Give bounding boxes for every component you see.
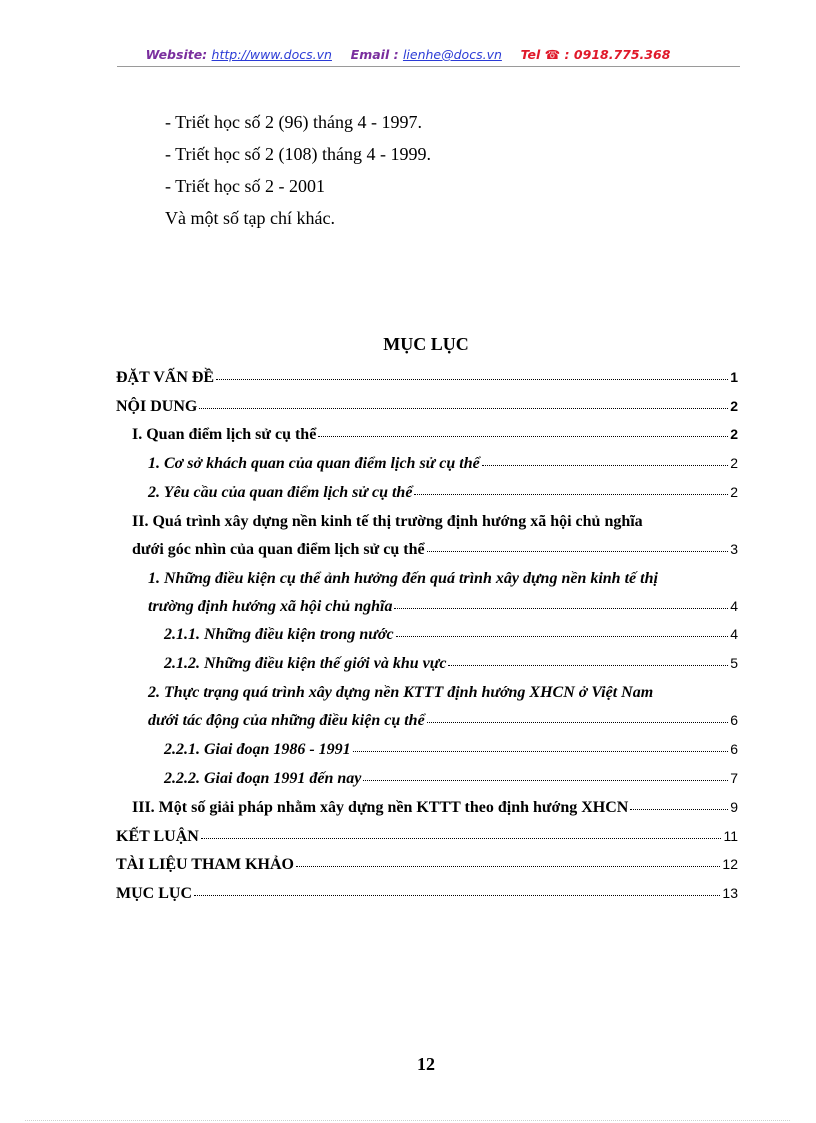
toc-entry[interactable]: III. Một số giải pháp nhằm xây dựng nền KTTT theo định hướng XHCN 9	[132, 799, 738, 816]
phone-label: Tel ☎ :	[520, 47, 570, 62]
toc-entry[interactable]: dưới góc nhìn của quan điểm lịch sử cụ thể 3	[132, 541, 738, 558]
page-header	[0, 47, 816, 62]
toc-entry[interactable]: MỤC LỤC 13	[116, 885, 738, 902]
website-link[interactable]: http://www.docs.vn	[211, 47, 332, 62]
toc-title: MỤC LỤC	[383, 334, 469, 354]
reference-list	[165, 108, 431, 236]
toc-entry[interactable]: NỘI DUNG 2	[116, 398, 738, 415]
toc-entry[interactable]: TÀI LIỆU THAM KHẢO 12	[116, 856, 738, 873]
reference-item: Và một số tạp chí khác.	[165, 208, 335, 228]
toc-entry[interactable]: trường định hướng xã hội chủ nghĩa 4	[148, 598, 738, 615]
email-link[interactable]: lienhe@docs.vn	[402, 47, 502, 62]
phone-number: 0918.775.368	[573, 47, 671, 62]
toc-entry-line1[interactable]: 2. Thực trạng quá trình xây dựng nền KTTT định hướng XHCN ở Việt Nam	[148, 684, 654, 701]
page-number: 12	[417, 1054, 435, 1074]
toc-entry[interactable]: dưới tác động của những điều kiện cụ thể 6	[148, 712, 738, 729]
toc-entry-line1[interactable]: 1. Những điều kiện cụ thể ảnh hưởng đến quá trình xây dựng nền kinh tế thị	[148, 570, 658, 587]
reference-item: - Triết học số 2 (96) tháng 4 - 1997.	[165, 112, 422, 132]
toc-entry[interactable]: 2.2.2. Giai đoạn 1991 đến nay 7	[164, 770, 738, 787]
header-divider	[117, 66, 740, 67]
toc-entry[interactable]: I. Quan điểm lịch sử cụ thể 2	[132, 426, 738, 443]
toc-entry[interactable]: 2.2.1. Giai đoạn 1986 - 1991 6	[164, 741, 738, 758]
reference-item: - Triết học số 2 (108) tháng 4 - 1999.	[165, 144, 431, 164]
toc-entry-line1[interactable]: II. Quá trình xây dựng nền kinh tế thị trường định hướng xã hội chủ nghĩa	[132, 513, 643, 530]
toc-entry[interactable]: 2.1.2. Những điều kiện thế giới và khu vực 5	[164, 655, 738, 672]
email-label: Email :	[350, 47, 399, 62]
toc-entry[interactable]: 2. Yêu cầu của quan điểm lịch sử cụ thể 2	[148, 484, 738, 501]
toc-entry[interactable]: 2.1.1. Những điều kiện trong nước 4	[164, 626, 738, 643]
toc-entry[interactable]: KẾT LUẬN 11	[116, 828, 738, 845]
website-label: Website:	[145, 47, 208, 62]
toc-entry[interactable]: ĐẶT VẤN ĐỀ 1	[116, 369, 738, 386]
toc-entry[interactable]: 1. Cơ sở khách quan của quan điểm lịch sử cụ thể 2	[148, 455, 738, 472]
footer-divider	[25, 1120, 790, 1121]
reference-item: - Triết học số 2 - 2001	[165, 176, 326, 196]
